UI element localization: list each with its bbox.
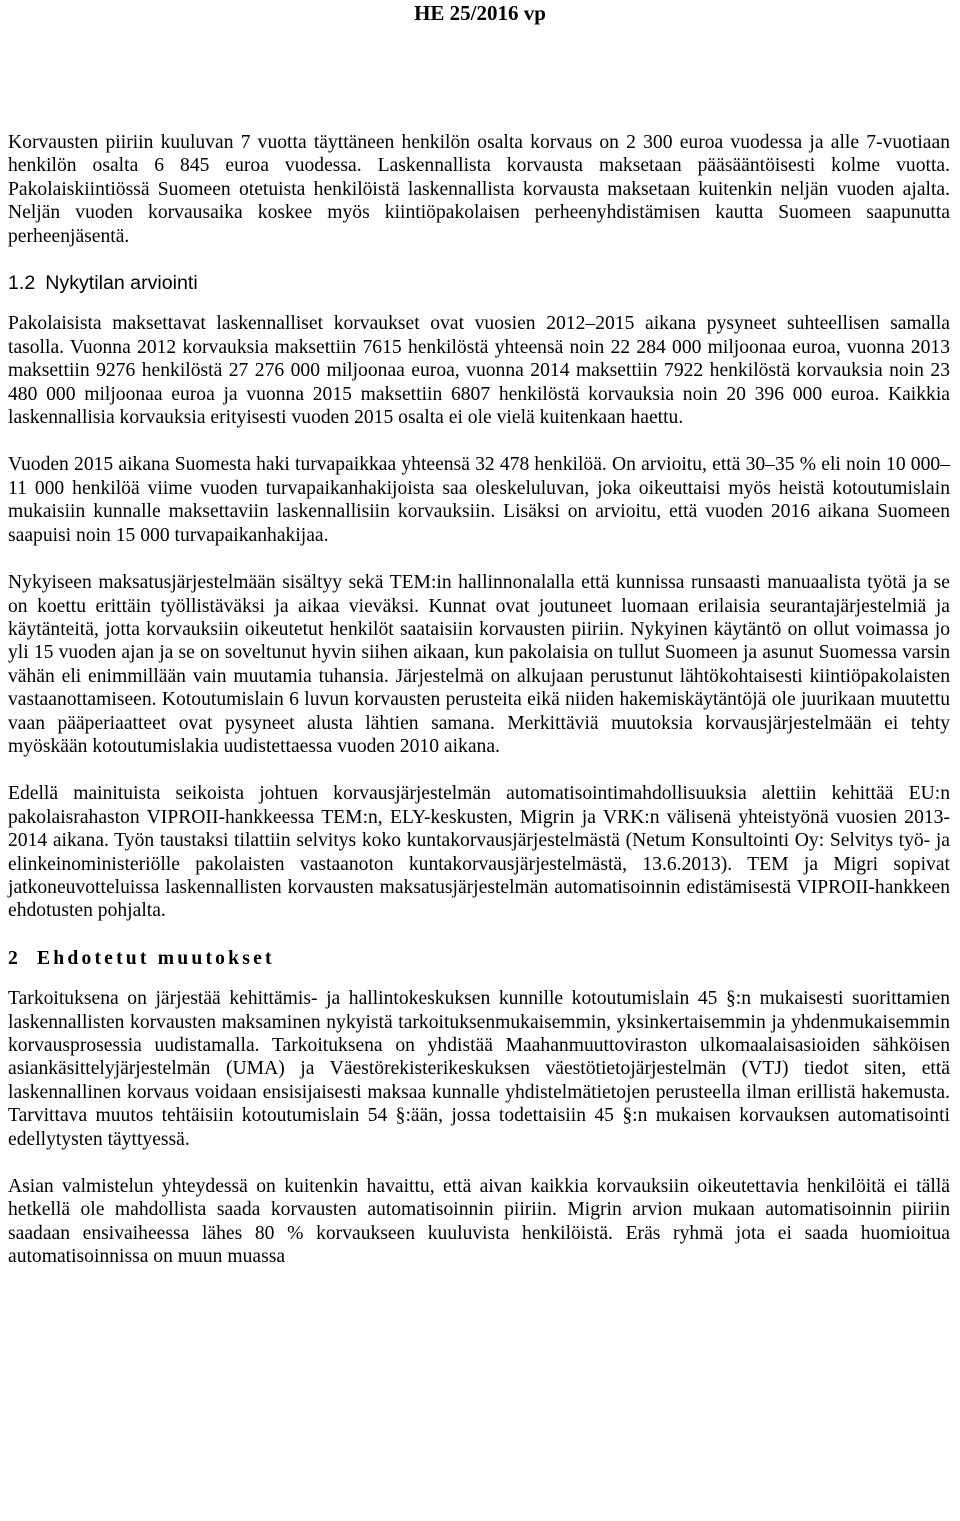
paragraph-automation-scope: Asian valmistelun yhteydessä on kuitenkin havaittu, että aivan kaikkia korvauksiin oikeutettavia henkilöitä ei tällä hetkellä ole mahdollista saada korvausten automatisoinnin piiriin. Migrin arvion mukaan automatisoinnin piiriin saadaan ensivaiheessa lähes 80 % korvaukseen kuuluvista henkilöistä. Eräs ryhmä jota ei saada huomioitua automatisoinnissa on muun muassa <box>8 1176 950 1268</box>
paragraph-current-system: Nykyiseen maksatusjärjestelmään sisältyy sekä TEM:in hallinnonalalla että kunnissa runsaasti manuaalista työtä ja se on koettu erittäin työllistäväksi ja aikaa vieväksi. Kunnat ovat joutuneet luomaan erilaisia seurantajärjestelmiä ja käytänteitä, jotta korvauksiin oikeutetut henkilöt saataisiin korvausten piiriin. Nykyinen käytäntö on ollut voimassa jo yli 15 vuoden ajan ja se on soveltunut hyvin siihen aikaan, kun pakolaisia on tullut Suomeen ja asunut Suomessa varsin vähän eli enimmillään vain muutamia tuhansia. Järjestelmä on alkujaan perustunut lähtökohtaisesti kiintiöpakolaisten vastaanottamiseen. Kotoutumislain 6 luvun korvausten perusteita eikä niiden hakemiskäytäntöjä ole juurikaan muutettu vaan pääperiaatteet ovat pysyneet alusta lähtien samana. Merkittäviä muutoksia korvausjärjestelmään ei tehty myöskään kotoutumislakia uudistettaessa vuoden 2010 aikana. <box>8 572 950 757</box>
document-id: HE 25/2016 vp <box>414 1 546 25</box>
paragraph-automation-development: Edellä mainituista seikoista johtuen korvausjärjestelmän automatisointimahdollisuuksia alettiin kehittää EU:n pakolaisrahaston VIPROII-hankkeessa TEM:n, ELY-keskusten, Migrin ja VRK:n välisenä yhteistyönä vuosien 2013-2014 aikana. Työn taustaksi tilattiin selvitys koko kuntakorvausjärjestelmästä (Netum Konsultointi Oy: Selvitys työ- ja elinkeinoministeriölle pakolaisten vastaanoton kuntakorvausjärjestelmästä, 13.6.2013). TEM ja Migri sopivat jatkoneuvotteluissa laskennallisten korvausten maksatusjärjestelmän automatisoinnin edistämisestä VIPROII-hankkeen ehdotusten pohjalta. <box>8 783 950 922</box>
section-heading-1-2 <box>8 272 950 295</box>
section-number: 1.2 <box>8 272 36 295</box>
document-header <box>0 0 960 26</box>
section-heading-2 <box>8 947 950 970</box>
section-title: Nykytilan arviointi <box>45 272 198 295</box>
document-body <box>8 131 950 1269</box>
paragraph-proposed-changes: Tarkoituksena on järjestää kehittämis- ja hallintokeskuksen kunnille kotoutumislain 45 §:n mukaisesti suorittamien laskennallisten korvausten maksaminen nykyistä tarkoituksenmukaisemmin, yksinkertaisemmin ja yhdenmukaisemmin korvausprosessia uudistamalla. Tarkoituksena on yhdistää Maahanmuuttoviraston ulkomaalaisasioiden sähköisen asiankäsittelyjärjestelmän (UMA) ja Väestörekisterikeskuksen väestötietojärjestelmän (VTJ) tiedot siten, että laskennallinen korvaus voidaan ensisijaisesti maksaa kunnalle yhdistelmätietojen perusteella ilman erillistä hakemusta. Tarvittava muutos tehtäisiin kotoutumislain 54 §:ään, jossa todettaisiin 45 §:n mukaisen korvauksen automatisointi edellytysten täyttyessä. <box>8 988 950 1150</box>
paragraph-compensation-history: Pakolaisista maksettavat laskennalliset korvaukset ovat vuosien 2012–2015 aikana pysyneet suhteellisen samalla tasolla. Vuonna 2012 korvauksia maksettiin 7615 henkilöstä yhteensä noin 22 284 000 miljoonaa euroa, vuonna 2013 maksettiin 9276 henkilöstä 27 276 000 miljoonaa euroa, vuonna 2014 maksettiin 7922 henkilöstä korvauksia noin 23 480 000 miljoonaa euroa ja vuonna 2015 maksettiin 6807 henkilöstä korvauksia noin 20 396 000 euroa. Kaikkia laskennallisia korvauksia erityisesti vuoden 2015 osalta ei ole vielä kuitenkaan haettu. <box>8 313 950 429</box>
section-number: 2 <box>8 947 21 969</box>
paragraph-asylum-seekers: Vuoden 2015 aikana Suomesta haki turvapaikkaa yhteensä 32 478 henkilöä. On arvioitu, että 30–35 % eli noin 10 000–11 000 henkilöä viime vuoden turvapaikanhakijoista saa oleskeluluvan, joka oikeuttaisi myös heistä kotoutumislain mukaisiin kunnalle maksettaviin laskennallisiin korvauksiin. Lisäksi on arvioitu, että vuoden 2016 aikana Suomeen saapuisi noin 15 000 turvapaikanhakijaa. <box>8 454 950 546</box>
section-title: Ehdotetut muutokset <box>37 947 275 969</box>
paragraph-compensation-amounts: Korvausten piiriin kuuluvan 7 vuotta täyttäneen henkilön osalta korvaus on 2 300 euroa vuodessa ja alle 7-vuotiaan henkilön osalta 6 845 euroa vuodessa. Laskennallista korvausta maksetaan pääsääntöisesti kolme vuotta. Pakolaiskiintiössä Suomeen otetuista henkilöistä laskennallista korvausta maksetaan kuitenkin neljän vuoden ajalta. Neljän vuoden korvausaika koskee myös kiintiöpakolaisen perheenyhdistämisen kautta Suomeen saapunutta perheenjäsentä. <box>8 132 950 247</box>
